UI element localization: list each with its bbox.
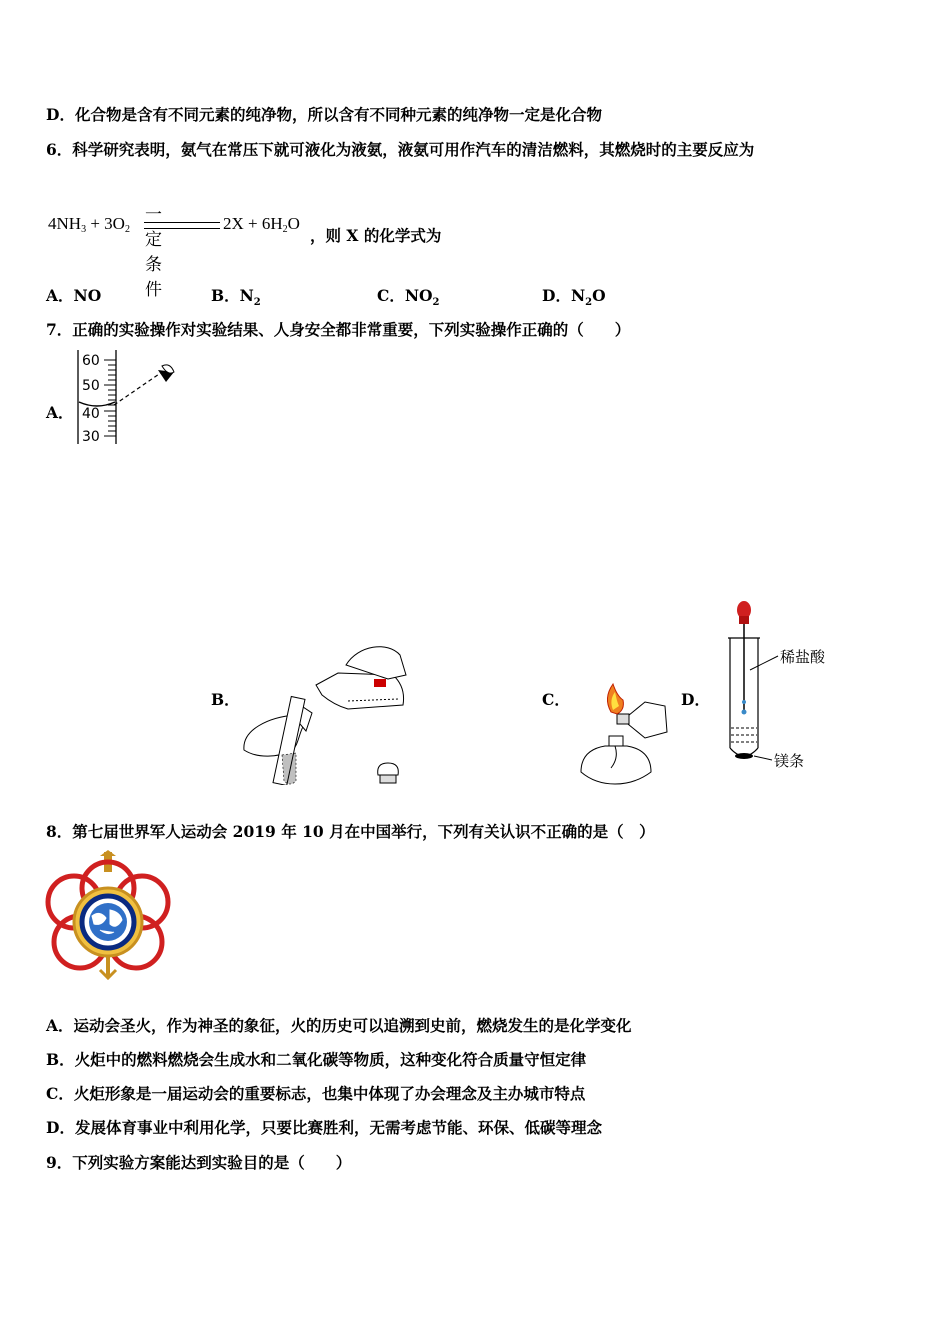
graduated-cylinder-diagram [74, 348, 184, 448]
eq-double-bar [144, 222, 220, 229]
military-games-emblem [44, 850, 172, 980]
q7-label-c[interactable]: C． [542, 690, 570, 709]
tick-50: 50 [82, 378, 100, 394]
eq-suffix: ，则 X 的化学式为 [310, 226, 442, 245]
q7-stem: 7．正确的实验操作对实验结果、人身安全都非常重要，下列实验操作正确的（ ） [46, 320, 631, 339]
q6-option-a[interactable]: A．NO [46, 286, 102, 305]
tick-40: 40 [82, 406, 100, 422]
q8-option-a[interactable]: A．运动会圣火，作为神圣的象征，火的历史可以追溯到史前，燃烧发生的是化学变化 [46, 1016, 632, 1035]
q6-stem: 6．科学研究表明，氨气在常压下就可液化为液氨，液氨可用作汽车的清洁燃料，其燃烧时的主要反应为 [46, 140, 755, 159]
q7-label-a[interactable]: A． [46, 403, 74, 422]
q5-option-d: D．化合物是含有不同元素的纯净物，所以含有不同种元素的纯净物一定是化合物 [46, 105, 602, 124]
q7-label-b[interactable]: B． [211, 690, 240, 709]
eq-reactants: $4NH_3 + 3O_2$ [48, 214, 130, 235]
eq-products: $2X + 6H_2O$ [223, 214, 300, 235]
eq-condition: 一定条件 [145, 205, 163, 300]
q7-label-d[interactable]: D． [681, 690, 710, 709]
q8-option-d[interactable]: D．发展体育事业中利用化学，只要比赛胜利，无需考虑节能、环保、低碳等理念 [46, 1118, 602, 1137]
ribbon-label: 镁条 [774, 752, 805, 770]
q6-option-d[interactable]: D．$N_2O$ [542, 286, 606, 309]
q8-option-b[interactable]: B．火炬中的燃料燃烧会生成水和二氧化碳等物质，这种变化符合质量守恒定律 [46, 1050, 587, 1069]
tick-30: 30 [82, 429, 100, 445]
tick-60: 60 [82, 353, 100, 369]
q6-option-b[interactable]: B．$N_2$ [211, 286, 261, 309]
test-tube-diagram [720, 598, 840, 778]
pouring-liquid-diagram [238, 635, 418, 785]
q8-option-c[interactable]: C．火炬形象是一届运动会的重要标志，也集中体现了办会理念及主办城市特点 [46, 1084, 586, 1103]
q6-option-c[interactable]: C．$NO_2$ [377, 286, 440, 309]
q8-stem: 8．第七届世界军人运动会 2019 年 10 月在中国举行，下列有关认识不正确的是（ ） [46, 822, 655, 841]
acid-label: 稀盐酸 [780, 648, 826, 666]
alcohol-lamp-diagram [575, 680, 675, 790]
q9-stem: 9．下列实验方案能达到实验目的是（ ） [46, 1153, 352, 1172]
